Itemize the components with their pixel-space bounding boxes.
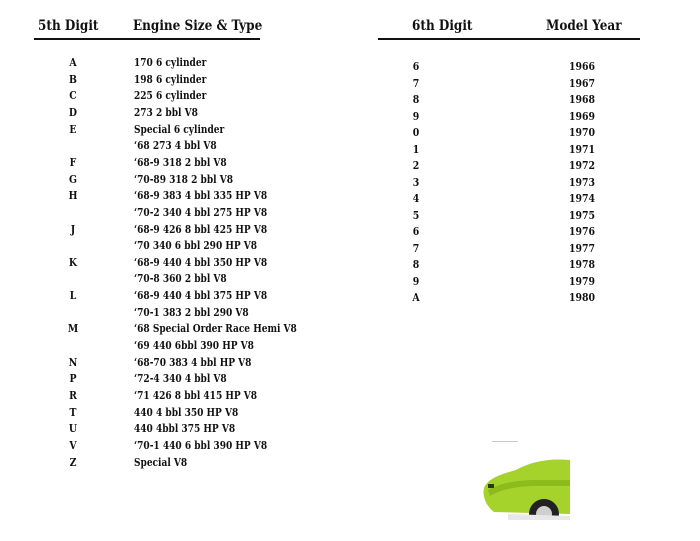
year-code: 1 (412, 142, 420, 156)
engine-description: ‘68-9 383 4 bbl 335 HP V8 (134, 189, 268, 203)
engine-size-type-header: Engine Size & Type (133, 18, 263, 34)
engine-description: ‘70-1 383 2 bbl 290 V8 (134, 305, 249, 319)
model-year-value: 1973 (568, 175, 596, 189)
engine-description: ‘68 273 4 bbl V8 (134, 139, 217, 153)
engine-code: R (69, 389, 77, 402)
engine-description: ‘72-4 340 4 bbl V8 (134, 372, 227, 386)
engine-code: N (68, 355, 78, 369)
model-year-value: 1972 (568, 159, 596, 172)
green-car-image (478, 440, 570, 520)
engine-code: A (69, 56, 77, 69)
engine-description: ‘69 440 6bbl 390 HP V8 (134, 339, 254, 353)
model-year-value: 1980 (568, 291, 596, 304)
year-code: 4 (412, 192, 420, 205)
engine-header-rule (34, 38, 260, 40)
engine-code: F (69, 155, 77, 169)
model-year-value: 1974 (568, 192, 596, 205)
model-year-value: 1966 (568, 60, 596, 73)
year-code: A (412, 291, 420, 304)
engine-code: L (69, 289, 77, 303)
engine-code: G (69, 172, 77, 186)
car-tail-light (488, 484, 494, 488)
year-code: 9 (412, 274, 420, 288)
engine-description: 198 6 cylinder (134, 72, 207, 86)
engine-description: Special V8 (134, 455, 188, 469)
engine-description: 440 4bbl 375 HP V8 (134, 422, 236, 436)
year-code: 7 (412, 76, 420, 90)
caption-line (492, 441, 518, 442)
engine-code: E (69, 122, 77, 136)
model-year-value: 1977 (568, 241, 596, 255)
year-code: 6 (412, 60, 420, 73)
engine-description: ‘68-70 383 4 bbl HP V8 (134, 355, 252, 369)
year-header-rule (378, 38, 640, 40)
engine-description: Special 6 cylinder (134, 122, 225, 136)
engine-description: ‘68-9 440 4 bbl 375 HP V8 (134, 289, 268, 303)
model-year-value: 1975 (568, 208, 596, 222)
engine-code: U (68, 422, 78, 436)
model-year-value: 1968 (568, 93, 596, 106)
engine-description: 170 6 cylinder (134, 56, 207, 69)
sixth-digit-header: 6th Digit (412, 18, 473, 34)
engine-description: ‘68-9 440 4 bbl 350 HP V8 (134, 255, 268, 269)
engine-description: 225 6 cylinder (134, 89, 207, 103)
engine-code: K (68, 255, 78, 269)
engine-description: 273 2 bbl V8 (134, 105, 198, 119)
engine-code: P (69, 372, 77, 386)
year-code: 9 (412, 109, 420, 123)
year-code: 6 (412, 225, 420, 238)
model-year-value: 1970 (568, 126, 596, 139)
model-year-value: 1969 (568, 109, 596, 123)
engine-description: ‘68 Special Order Race Hemi V8 (134, 322, 297, 336)
year-code: 8 (412, 93, 420, 106)
model-year-value: 1978 (568, 258, 596, 271)
engine-description: ‘68-9 318 2 bbl V8 (134, 155, 227, 169)
year-code: 3 (412, 175, 420, 189)
engine-description: ‘71 426 8 bbl 415 HP V8 (134, 389, 258, 402)
model-year-header: Model Year (546, 18, 622, 34)
model-year-value: 1976 (568, 225, 596, 238)
car-illustration (478, 440, 570, 520)
engine-code: V (69, 438, 77, 452)
engine-description: ‘68-9 426 8 bbl 425 HP V8 (134, 222, 268, 236)
year-code: 8 (412, 258, 420, 271)
engine-description: ‘70-8 360 2 bbl V8 (134, 272, 227, 286)
engine-description: ‘70-89 318 2 bbl V8 (134, 172, 233, 186)
engine-description: ‘70-1 440 6 bbl 390 HP V8 (134, 438, 268, 452)
model-year-value: 1971 (568, 142, 596, 156)
model-year-value: 1979 (568, 274, 596, 288)
fifth-digit-header: 5th Digit (38, 18, 99, 34)
engine-description: ‘70 340 6 bbl 290 HP V8 (134, 239, 258, 253)
engine-code: D (68, 105, 78, 119)
engine-code: H (68, 189, 78, 203)
year-code: 2 (412, 159, 420, 172)
engine-code: M (67, 322, 79, 336)
engine-description: 440 4 bbl 350 HP V8 (134, 405, 239, 419)
engine-description: ‘70-2 340 4 bbl 275 HP V8 (134, 205, 268, 219)
engine-code: C (69, 89, 77, 103)
engine-code: J (70, 222, 76, 236)
year-code: 0 (412, 126, 420, 139)
year-code: 5 (412, 208, 420, 222)
year-code: 7 (412, 241, 420, 255)
engine-code: T (69, 405, 77, 419)
engine-code: Z (69, 455, 77, 469)
model-year-value: 1967 (568, 76, 596, 90)
engine-code: B (69, 72, 77, 86)
